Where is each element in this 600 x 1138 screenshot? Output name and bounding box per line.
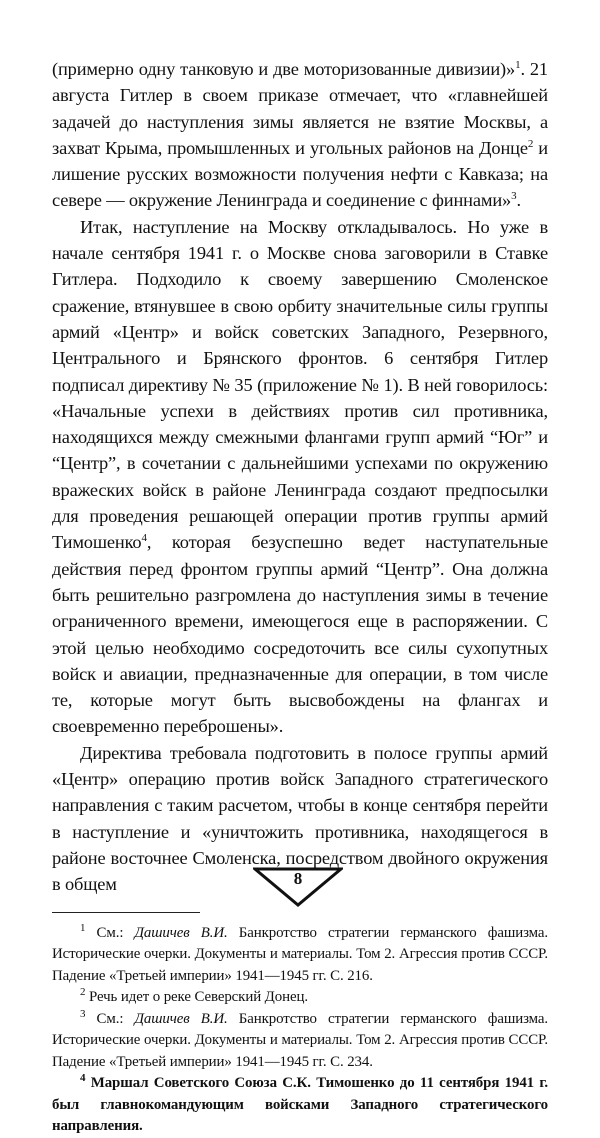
footnote-author: Дашичев В.И. [134, 1010, 228, 1027]
paragraph-text: . [516, 190, 521, 211]
footnote-1 [52, 923, 548, 988]
footnote-3 [52, 1009, 548, 1074]
footnote-divider [52, 912, 200, 913]
footnote-text: Маршал Советского Союза С.К. Тимошенко до 11 сентября 1941 г. был главнокомандующим войсками Западного стратегического направления. [52, 1075, 548, 1134]
footnote-text: Речь идет о реке Северский Донец. [85, 989, 308, 1005]
body-paragraph-2 [52, 214, 548, 740]
footnote-prefix: См.: [85, 1010, 135, 1027]
footnote-text: Банкротство стратегии германского фашизма. Исторические очерки. Документы и материалы. Том 2. Агрессия против СССР. Падение «Третьей империи» 1941—1945 гг. С. 234. [52, 1010, 549, 1070]
body-paragraph-3: Директива требовала подготовить в полосе группы армий «Центр» операцию против войск Западного стратегического направления с таким расчетом, чтобы в конце сентября перейти в наступление и «уничтожить противника, находящегося в районе восточнее Смоленска, посредством двойного окружения в общем [52, 742, 548, 895]
footnote-author: Дашичев В.И. [134, 924, 228, 941]
body-paragraph-1 [52, 56, 548, 214]
paragraph-text: Итак, наступление на Москву откладывалось. Но уже в начале сентября 1941 г. о Москве снова заговорили в Ставке Гитлера. Подходило к своему завершению Смоленское сражение, втянувшее в свою орбиту значительные силы группы армий «Центр» и войск советских Западного, Резервного, Центрального и Брянского фронтов. 6 сентября Гитлер подписал директиву № 35 (приложение № 1). В ней говорилось: «Начальные успехи в действиях против сил противника, находящихся между смежными флангами групп армий “Юг” и “Центр”, в сочетании с дальнейшими успехами по окружению вражеских войск в районе Ленинграда создают предпосылки для проведения решающей операции против группы армий Тимошенко [52, 216, 548, 553]
paragraph-text: и лишение русских возможности получения нефти с Кавказа; на севере — окружение Ленинграда и соединение с финнами» [52, 137, 548, 211]
footnote-number: 1 [80, 921, 86, 934]
paragraph-text: , которая безуспешно ведет наступательные действия перед фронтом группы армий “Центр”. Она должна быть решительно разгромлена до наступления зимы в течение ограниченного времени, имеющегося еще в распоряжении. С этой целью необходимо сосредоточить все силы сухопутных войск и авиации, предназначенные для операции, в том числе те, которые могут быть высвобождены на флангах и своевременно переброшены». [52, 532, 548, 737]
footnote-ref-2[interactable]: 2 [527, 137, 534, 150]
paragraph-text: (примерно одну танковую и две моторизованные дивизии)» [52, 59, 516, 79]
page-number-marker [253, 867, 343, 907]
footnote-prefix: См.: [85, 924, 135, 941]
page-number: 8 [293, 869, 303, 888]
footnote-number: 4 [80, 1072, 86, 1085]
footnote-text: Банкротство стратегии германского фашизма. Исторические очерки. Документы и материалы. Том 2. Агрессия против СССР. Падение «Третьей империи» 1941—1945 гг. С. 216. [52, 924, 549, 984]
footnote-2 [52, 987, 548, 1009]
page-content [52, 56, 548, 1138]
footnote-ref-3[interactable]: 3 [511, 190, 517, 203]
footnote-ref-4[interactable]: 4 [141, 532, 147, 545]
paragraph-text: . 21 августа Гитлер в своем приказе отмечает, что «главнейшей задачей до наступления зимы является не взятие Москвы, а захват Крыма, промышленных и угольных районов на Донце [52, 59, 548, 158]
footnote-number: 2 [80, 986, 86, 999]
footnote-4 [52, 1073, 548, 1138]
footnote-number: 3 [80, 1007, 86, 1020]
footnote-ref-1[interactable]: 1 [515, 58, 521, 71]
